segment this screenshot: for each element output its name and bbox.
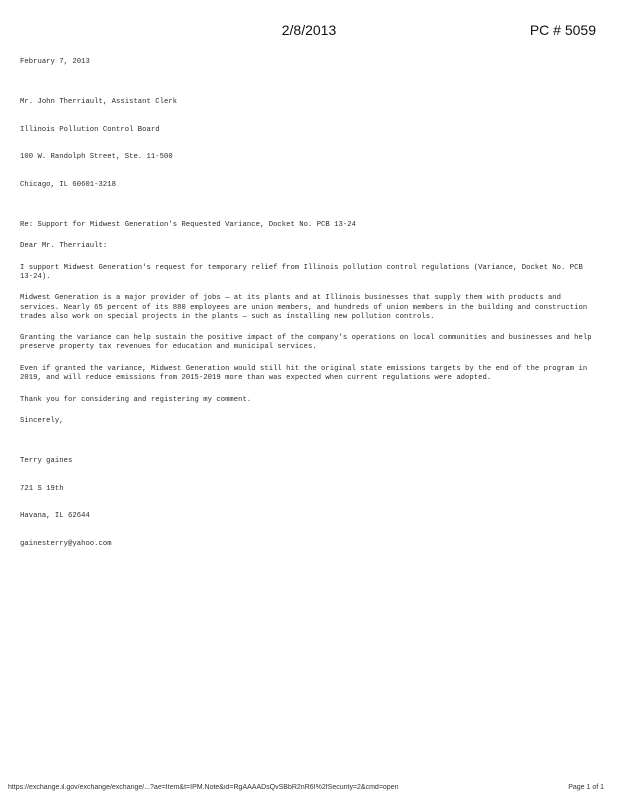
paragraph: Even if granted the variance, Midwest Generation would still hit the original state emissions targets by the end of the program in 2019, and will reduce emissions from 2015-2019 more than was expected when current regulations were adopted.	[20, 364, 592, 383]
signature-line: 721 S 19th	[20, 484, 64, 493]
recipient-line: Chicago, IL 60601-3218	[20, 180, 116, 189]
footer-url: https://exchange.il.gov/exchange/exchange/...?ae=Item&t=IPM.Note&id=RgAAAADsQvSBbR2nR6I%2fSecurity=2&cmd=open	[8, 784, 399, 791]
subject-line: Re: Support for Midwest Generation's Requested Variance, Docket No. PCB 13-24	[20, 220, 356, 229]
paragraph: I support Midwest Generation's request for temporary relief from Illinois pollution control regulations (Variance, Docket No. PCB 13-24).	[20, 263, 588, 281]
salutation: Dear Mr. Therriault:	[20, 242, 108, 251]
recipient-line: Illinois Pollution Control Board	[20, 125, 160, 134]
page-stamp-date: 2/8/2013	[281, 22, 337, 38]
signature-line: Havana, IL 62644	[20, 512, 90, 521]
recipient-line: 100 W. Randolph Street, Ste. 11-500	[20, 153, 173, 162]
signature-line: Terry gaines	[20, 457, 73, 466]
letter-body	[20, 58, 595, 580]
signature-line: gainesterry@yahoo.com	[20, 539, 112, 548]
footer-page-number: Page 1 of 1	[568, 784, 604, 791]
paragraph: Midwest Generation is a major provider of jobs — at its plants and at Illinois businesses that supply them with products and services. Nearly 65 percent of its 880 employees are union members, and hundreds of union members in the building and construction trades also work on special projects in the plants — such as installing new pollution controls.	[20, 294, 592, 321]
paragraph: Thank you for considering and registering my comment.	[20, 395, 252, 404]
recipient-address	[20, 80, 595, 209]
letter-date: February 7, 2013	[20, 58, 90, 66]
recipient-line: Mr. John Therriault, Assistant Clerk	[20, 97, 178, 106]
public-comment-number: PC # 5059	[529, 22, 596, 38]
paragraph: Granting the variance can help sustain the positive impact of the company's operations on local communities and businesses and help preserve property tax revenues for education and municipal services.	[20, 334, 596, 352]
closing: Sincerely,	[20, 417, 64, 426]
signature-block	[20, 439, 595, 568]
